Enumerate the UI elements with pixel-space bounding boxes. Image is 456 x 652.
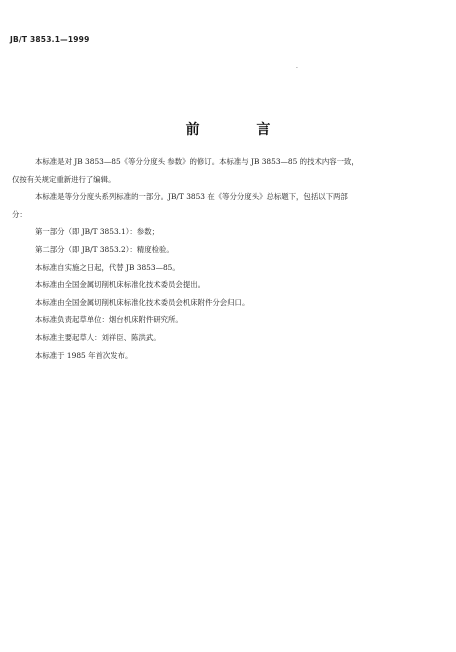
paragraph-replaces: 本标准自实施之日起，代替 JB 3853—85。 [35, 262, 180, 272]
paragraph-under-jurisdiction: 本标准由全国金属切削机床标准化技术委员会机床附件分会归口。 [35, 297, 250, 307]
paragraph-proposed-by: 本标准由全国金属切削机床标准化技术委员会提出。 [35, 280, 205, 290]
paragraph-drafting-unit: 本标准负责起草单位：烟台机床附件研究所。 [35, 315, 183, 325]
paragraph-revision: 本标准是对 JB 3853—85《等分分度头 参数》的修订。本标准与 JB 3853—85 的技术内容一致， [35, 157, 359, 166]
list-item-part1: 第一部分（即 JB/T 3853.1）：参数； [35, 227, 159, 237]
page-title: 前 言 [185, 122, 297, 138]
paragraph-series-cont: 分： [12, 209, 27, 219]
foreword-body [12, 153, 445, 364]
document-code: JB/T 3853.1—1999 [10, 35, 90, 44]
paragraph-series: 本标准是等分分度头系列标准的一部分。JB/T 3853 在《等分分度头》总标题下，包括以下两部 [35, 192, 348, 202]
paragraph-drafters: 本标准主要起草人：刘祥臣、陈洪武。 [35, 332, 161, 342]
scan-dot: · [296, 65, 298, 72]
paragraph-revision-cont: 仅按有关规定重新进行了编辑。 [12, 174, 116, 184]
list-item-part2: 第二部分（即 JB/T 3853.2）：精度检验。 [35, 244, 174, 254]
paragraph-first-issued: 本标准于 1985 年首次发布。 [35, 350, 133, 360]
